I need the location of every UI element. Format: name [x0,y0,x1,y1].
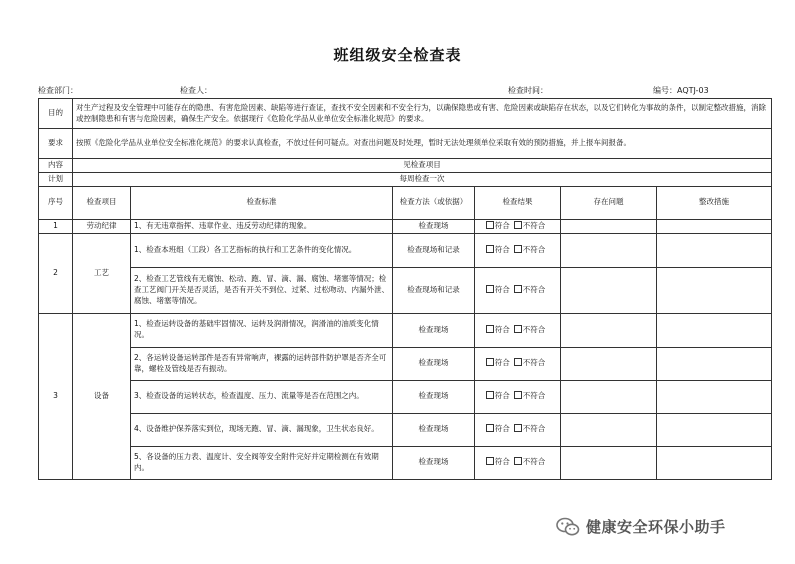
plan-label: 计划 [39,172,73,186]
checkbox-pass[interactable] [486,457,494,465]
check-result [475,219,561,233]
table-row [39,219,772,233]
checkbox-fail[interactable] [514,358,522,366]
header-result: 检查结果 [475,186,561,219]
option-label-fail: 不符合 [522,220,546,230]
option-label-pass: 符合 [494,284,510,294]
checkbox-fail[interactable] [514,285,522,293]
check-standard: 1、有无违章指挥、违章作业、违反劳动纪律的现象。 [131,219,393,233]
result-option-fail[interactable] [514,325,546,334]
result-option-fail[interactable] [514,391,546,400]
result-option-pass[interactable] [486,245,510,254]
option-label-pass: 符合 [494,244,510,254]
result-option-fail[interactable] [514,457,546,466]
checkbox-pass[interactable] [486,285,494,293]
checkbox-fail[interactable] [514,325,522,333]
check-standard: 1、检查运转设备的基础牢固情况、运转及润滑情况，润滑油的油质变化情况。 [131,313,393,347]
option-label-fail: 不符合 [522,457,546,467]
page-title: 班组级安全检查表 [333,46,462,64]
checkbox-fail[interactable] [514,221,522,229]
option-label-fail: 不符合 [522,244,546,254]
check-method: 检查现场 [393,446,475,479]
inspection-table [38,98,772,480]
problem-cell[interactable] [561,313,657,347]
table-row [39,347,772,380]
action-cell[interactable] [657,347,772,380]
table-row [39,313,772,347]
header-item: 检查项目 [73,186,131,219]
problem-cell[interactable] [561,219,657,233]
result-option-fail[interactable] [514,245,546,254]
option-label-fail: 不符合 [522,324,546,334]
check-result [475,267,561,313]
problem-cell[interactable] [561,267,657,313]
check-method: 检查现场 [393,380,475,413]
meta-time: 检查时间： [508,86,548,95]
check-item: 设备 [73,313,131,479]
watermark-text: 健康安全环保小助手 [586,518,726,536]
action-cell[interactable] [657,380,772,413]
check-item: 劳动纪律 [73,219,131,233]
action-cell[interactable] [657,313,772,347]
checkbox-pass[interactable] [486,221,494,229]
header-method: 检查方法（或依据） [393,186,475,219]
problem-cell[interactable] [561,413,657,446]
requirement-label: 要求 [39,129,73,159]
checkbox-pass[interactable] [486,424,494,432]
table-row [39,446,772,479]
action-cell[interactable] [657,446,772,479]
check-method: 检查现场 [393,347,475,380]
result-option-pass[interactable] [486,285,510,294]
header-action: 整改措施 [657,186,772,219]
result-option-pass[interactable] [486,424,510,433]
option-label-pass: 符合 [494,324,510,334]
check-standard: 2、检查工艺管线有无腐蚀、松动、跑、冒、滴、漏、腐蚀、堵塞等情况；检查工艺阀门开关是否灵活，是否有开关不到位、过紧、过松吻动、内漏外泄、腐蚀、堵塞等情况。 [131,267,393,313]
content-text: 见检查项目 [73,159,772,173]
checkbox-fail[interactable] [514,245,522,253]
option-label-pass: 符合 [494,424,510,434]
meta-code: 编号：AQTJ-03 [653,86,709,95]
checkbox-fail[interactable] [514,457,522,465]
result-option-fail[interactable] [514,424,546,433]
check-result [475,413,561,446]
check-method: 检查现场 [393,413,475,446]
row-number: 1 [39,219,73,233]
table-row [39,413,772,446]
checkbox-fail[interactable] [514,391,522,399]
row-number: 3 [39,313,73,479]
check-method: 检查现场 [393,313,475,347]
header-no: 序号 [39,186,73,219]
watermark [556,516,726,537]
check-standard: 5、各设备的压力表、温度计、安全阀等安全附件完好并定期检测在有效期内。 [131,446,393,479]
table-row [39,380,772,413]
check-standard: 2、各运转设备运转部件是否有异常响声，裸露的运转部件防护罩是否齐全可靠，螺栓及管线是否有振动。 [131,347,393,380]
action-cell[interactable] [657,267,772,313]
result-option-pass[interactable] [486,221,510,230]
inspection-rows [39,219,772,479]
option-label-pass: 符合 [494,358,510,368]
problem-cell[interactable] [561,347,657,380]
table-row [39,233,772,267]
result-option-pass[interactable] [486,457,510,466]
plan-text: 每周检查一次 [73,172,772,186]
result-option-fail[interactable] [514,358,546,367]
check-result [475,446,561,479]
header-problem: 存在问题 [561,186,657,219]
result-option-pass[interactable] [486,325,510,334]
meta-inspector: 检查人： [180,86,212,95]
result-option-fail[interactable] [514,285,546,294]
option-label-pass: 符合 [494,220,510,230]
action-cell[interactable] [657,413,772,446]
checkbox-pass[interactable] [486,325,494,333]
check-method: 检查现场和记录 [393,233,475,267]
result-option-pass[interactable] [486,391,510,400]
table-row [39,267,772,313]
check-result [475,313,561,347]
option-label-fail: 不符合 [522,424,546,434]
checkbox-pass[interactable] [486,391,494,399]
check-result [475,233,561,267]
purpose-label: 目的 [39,99,73,129]
wechat-icon [556,517,580,537]
problem-cell[interactable] [561,446,657,479]
check-standard: 1、检查本班组（工段）各工艺指标的执行和工艺条件的变化情况。 [131,233,393,267]
check-result [475,347,561,380]
option-label-fail: 不符合 [522,358,546,368]
checkbox-pass[interactable] [486,245,494,253]
requirement-text: 按照《危险化学品从业单位安全标准化规范》的要求认真检查，不放过任何可疑点。对查出问题及时处理，暂时无法处理须单位采取有效的预防措施，并上报车间报备。 [73,129,772,159]
checkbox-fail[interactable] [514,424,522,432]
option-label-fail: 不符合 [522,284,546,294]
problem-cell[interactable] [561,233,657,267]
result-option-fail[interactable] [514,221,546,230]
check-method: 检查现场和记录 [393,267,475,313]
check-standard: 4、设备维护保养落实到位，现场无跑、冒、滴、漏现象，卫生状态良好。 [131,413,393,446]
option-label-pass: 符合 [494,391,510,401]
checkbox-pass[interactable] [486,358,494,366]
action-cell[interactable] [657,219,772,233]
option-label-fail: 不符合 [522,391,546,401]
result-option-pass[interactable] [486,358,510,367]
content-label: 内容 [39,159,73,173]
option-label-pass: 符合 [494,457,510,467]
check-method: 检查现场 [393,219,475,233]
check-result [475,380,561,413]
purpose-text: 对生产过程及安全管理中可能存在的隐患、有害危险因素、缺陷等进行查证，查找不安全因素和不安全行为，以确保隐患或有害、危险因素或缺陷存在状态，以及它们转化为事故的条件，以制定整改措施，消除或控制隐患和有害与危险因素，确保生产安全。依据现行《危险化学品从业单位安全标准化规范》的要求。 [73,99,772,129]
header-standard: 检查标准 [131,186,393,219]
meta-dept: 检查部门： [38,86,78,95]
problem-cell[interactable] [561,380,657,413]
action-cell[interactable] [657,233,772,267]
check-item: 工艺 [73,233,131,313]
row-number: 2 [39,233,73,313]
check-standard: 3、检查设备的运转状态，检查温度、压力、流量等是否在范围之内。 [131,380,393,413]
